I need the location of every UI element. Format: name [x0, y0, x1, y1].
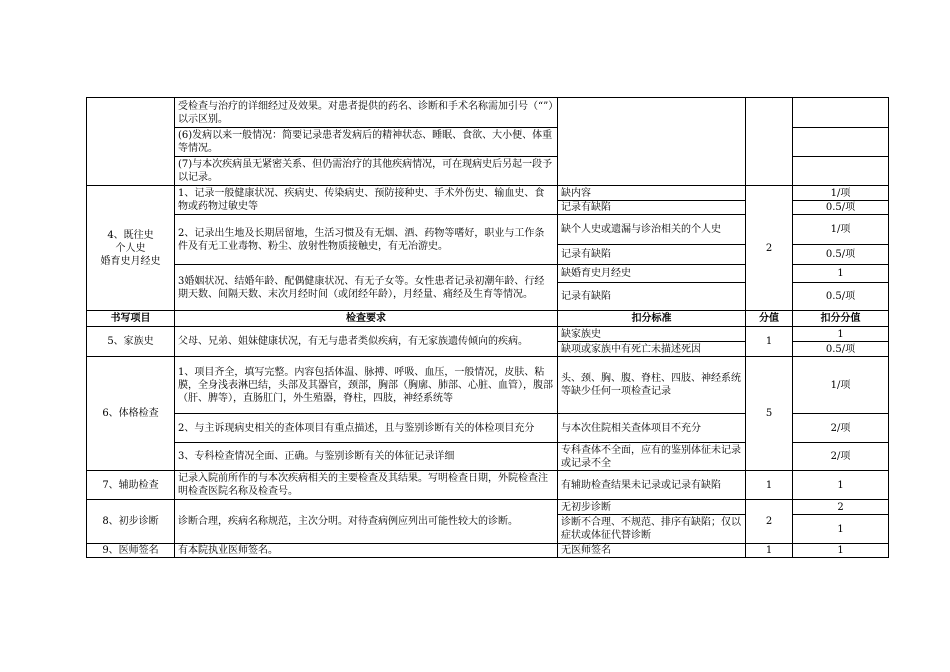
requirement-cell: 1、记录一般健康状况、疾病史、传染病史、预防接种史、手术外伤史、输血史、食物或药物过敏史等 [175, 186, 558, 215]
header-standard: 扣分标准 [558, 311, 746, 327]
deduction-cell: 1/项 [793, 215, 889, 245]
standard-cell: 缺内容 [558, 186, 746, 201]
item-cell-empty [87, 98, 175, 186]
deduction-cell-empty [793, 157, 889, 186]
deduction-cell: 1/项 [793, 357, 889, 414]
score-cell: 2 [746, 500, 793, 544]
deduction-cell: 0.5/项 [793, 283, 889, 311]
standard-cell: 记录有缺陷 [558, 201, 746, 215]
deduction-cell: 2 [793, 500, 889, 515]
requirement-cell: (6)发病以来一般情况：简要记录患者发病后的精神状态、睡眠、食欲、大小便、体重等情况。 [175, 128, 558, 157]
item-family: 5、家族史 [87, 327, 175, 357]
requirement-cell: (7)与本次疾病虽无紧密关系、但仍需治疗的其他疾病情况，可在现病史后另起一段予以记录。 [175, 157, 558, 186]
deduction-cell-empty [793, 98, 889, 128]
deduction-cell: 2/项 [793, 414, 889, 443]
standard-cell: 缺项或家族中有死亡未描述死因 [558, 342, 746, 357]
item-history: 4、既往史 个人史 婚育史月经史 [87, 186, 175, 311]
standard-cell: 专科查体不全面，应有的鉴别体征未记录或记录不全 [558, 443, 746, 471]
deduction-cell: 0.5/项 [793, 245, 889, 265]
item-physical-exam: 6、体格检查 [87, 357, 175, 471]
requirement-cell: 1、项目齐全，填写完整。内容包括体温、脉搏、呼吸、血压，一般情况，皮肤、粘膜，全身浅表淋巴结，头部及其器官，颈部，胸部（胸廓、肺部、心脏、血管），腹部（肝、脾等），直肠肛门，外生殖器，脊柱，四肢，神经系统等 [175, 357, 558, 414]
standard-cell: 记录有缺陷 [558, 283, 746, 311]
standard-cell: 缺家族史 [558, 327, 746, 342]
deduction-cell: 1 [793, 327, 889, 342]
deduction-cell: 0.5/项 [793, 201, 889, 215]
header-item: 书写项目 [87, 311, 175, 327]
item-preliminary-diagnosis: 8、初步诊断 [87, 500, 175, 544]
deduction-cell: 0.5/项 [793, 342, 889, 357]
requirement-cell: 2、记录出生地及长期居留地，生活习惯及有无烟、酒、药物等嗜好，职业与工作条件及有无工业毒物、粉尘、放射性物质接触史，有无冶游史。 [175, 215, 558, 265]
requirement-cell: 2、与主诉现病史相关的查体项目有重点描述，且与鉴别诊断有关的体检项目充分 [175, 414, 558, 443]
score-cell-empty [746, 98, 793, 186]
deduction-cell-empty [793, 128, 889, 157]
standard-cell: 无医师签名 [558, 544, 746, 558]
deduction-cell: 1 [793, 471, 889, 500]
header-deduction: 扣分分值 [793, 311, 889, 327]
standard-cell: 缺个人史或遗漏与诊治相关的个人史 [558, 215, 746, 245]
deduction-cell: 1 [793, 544, 889, 558]
standard-cell-empty [558, 98, 746, 186]
standard-cell: 与本次住院相关查体项目不充分 [558, 414, 746, 443]
requirement-cell: 父母、兄弟、姐妹健康状况，有无与患者类似疾病，有无家族遗传倾向的疾病。 [175, 327, 558, 357]
standard-cell: 头、颈、胸、腹、脊柱、四肢、神经系统等缺少任何一项检查记录 [558, 357, 746, 414]
header-requirement: 检查要求 [175, 311, 558, 327]
requirement-cell: 诊断合理，疾病名称规范，主次分明。对待查病例应列出可能性较大的诊断。 [175, 500, 558, 544]
score-cell: 1 [746, 327, 793, 357]
item-auxiliary-exam: 7、辅助检查 [87, 471, 175, 500]
item-physician-signature: 9、医师签名 [87, 544, 175, 558]
score-cell: 2 [746, 186, 793, 311]
deduction-cell: 2/项 [793, 443, 889, 471]
standard-cell: 缺婚育史月经史 [558, 265, 746, 283]
medical-record-scoring-table [86, 97, 889, 558]
standard-cell: 记录有缺陷 [558, 245, 746, 265]
standard-cell: 有辅助检查结果未记录或记录有缺陷 [558, 471, 746, 500]
requirement-cell: 有本院执业医师签名。 [175, 544, 558, 558]
requirement-cell: 3婚姻状况、结婚年龄、配偶健康状况、有无子女等。女性患者记录初潮年龄、行经期天数、间隔天数、末次月经时间（或闭经年龄），月经量、痛经及生育等情况。 [175, 265, 558, 311]
deduction-cell: 1/项 [793, 186, 889, 201]
score-cell: 1 [746, 471, 793, 500]
requirement-cell: 受检查与治疗的详细经过及效果。对患者提供的药名、诊断和手术名称需加引号（“”）以示区别。 [175, 98, 558, 128]
header-score: 分值 [746, 311, 793, 327]
standard-cell: 无初步诊断 [558, 500, 746, 515]
requirement-cell: 3、专科检查情况全面、正确。与鉴别诊断有关的体征记录详细 [175, 443, 558, 471]
deduction-cell: 1 [793, 515, 889, 544]
score-cell: 1 [746, 544, 793, 558]
deduction-cell: 1 [793, 265, 889, 283]
requirement-cell: 记录入院前所作的与本次疾病相关的主要检查及其结果。写明检查日期，外院检查注明检查医院名称及检查号。 [175, 471, 558, 500]
score-cell: 5 [746, 357, 793, 471]
standard-cell: 诊断不合理、不规范、排序有缺陷；仅以症状或体征代替诊断 [558, 515, 746, 544]
